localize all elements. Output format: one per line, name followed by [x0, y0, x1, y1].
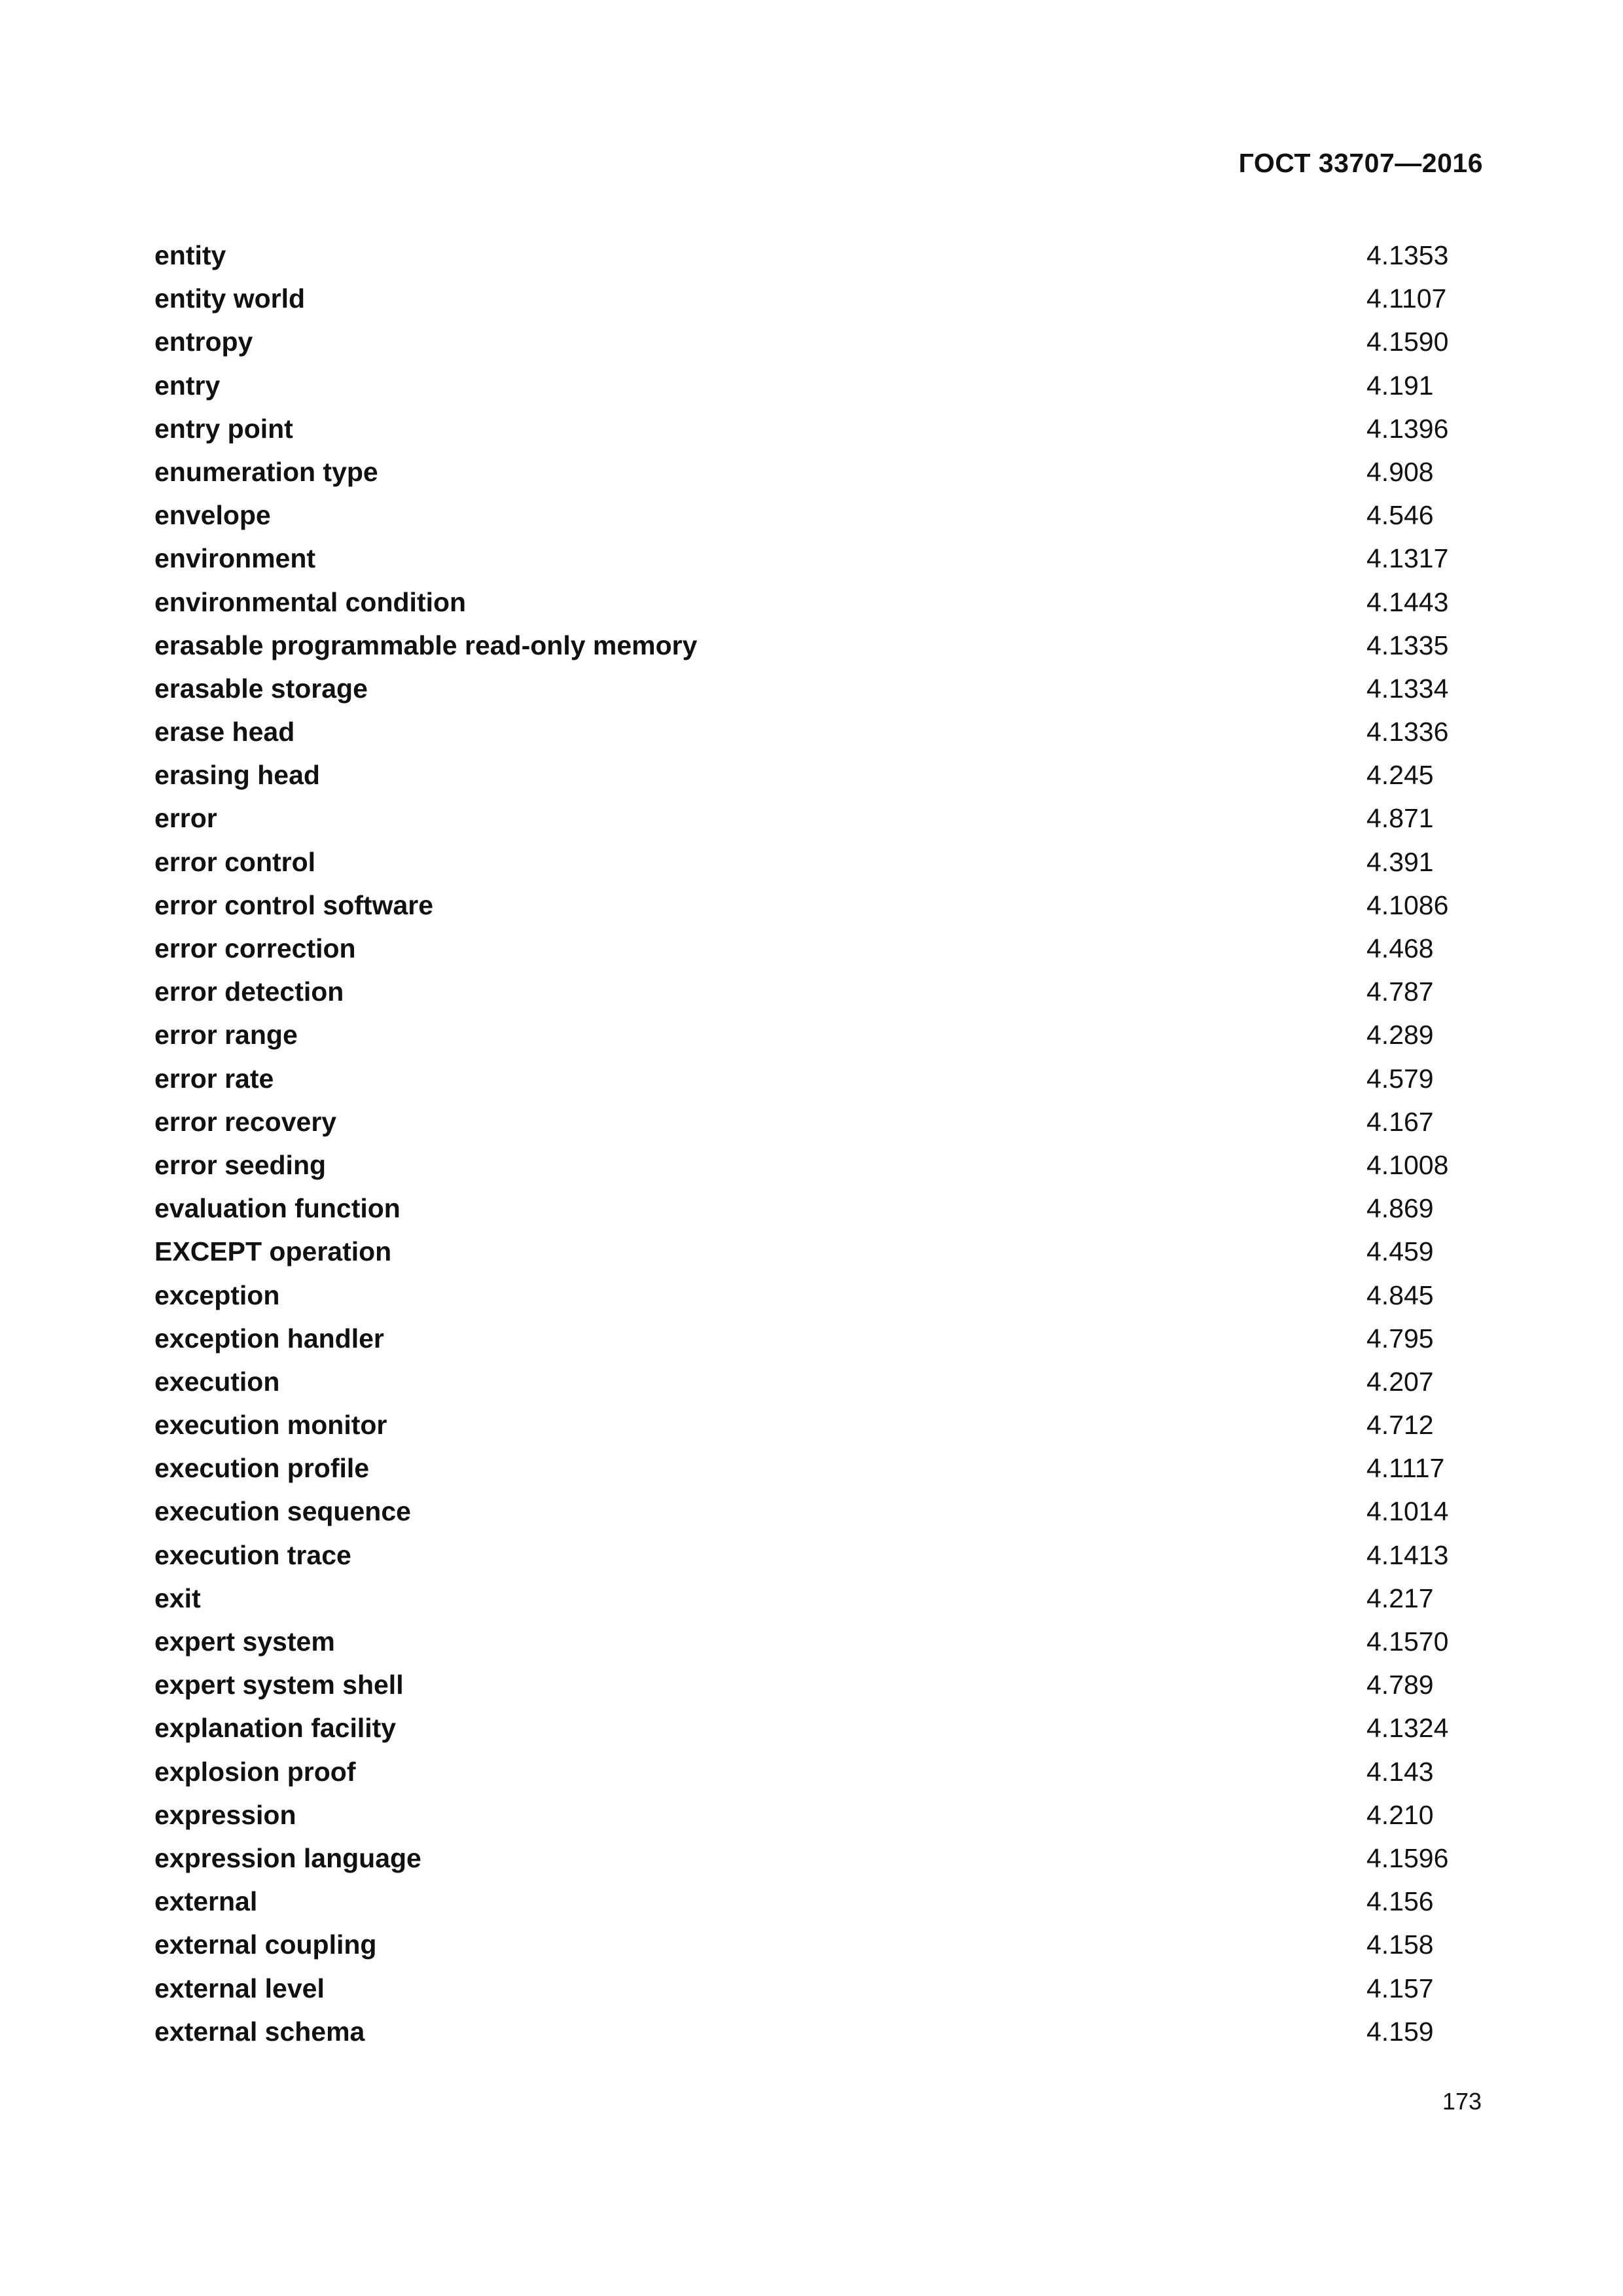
index-reference: 4.1443	[1366, 586, 1449, 617]
index-reference: 4.1596	[1366, 1842, 1449, 1873]
index-term: exception handler	[154, 1323, 384, 1354]
index-term: error	[154, 803, 217, 834]
index-row	[154, 1190, 1483, 1233]
index-reference: 4.217	[1366, 1583, 1434, 1613]
index-term: external schema	[154, 2016, 365, 2047]
index-term: entry	[154, 370, 221, 401]
index-term: explanation facility	[154, 1713, 397, 1744]
index-row	[154, 1537, 1483, 1580]
index-row	[154, 1666, 1483, 1710]
index-reference: 4.391	[1366, 846, 1434, 877]
index-reference: 4.908	[1366, 456, 1434, 487]
index-reference: 4.1086	[1366, 889, 1449, 920]
index-row	[154, 410, 1483, 454]
index-term: erasable storage	[154, 673, 368, 704]
page-number: 173	[1442, 2088, 1482, 2115]
index-reference: 4.468	[1366, 933, 1434, 963]
index-reference: 4.1335	[1366, 630, 1449, 660]
index-term: explosion proof	[154, 1756, 356, 1787]
index-term: entity	[154, 240, 226, 270]
index-term: error seeding	[154, 1149, 327, 1180]
index-row	[154, 757, 1483, 800]
index-reference: 4.191	[1366, 370, 1434, 401]
index-reference: 4.167	[1366, 1106, 1434, 1137]
index-row	[154, 1623, 1483, 1666]
index-row	[154, 1797, 1483, 1840]
index-row	[154, 1103, 1483, 1147]
index-term: envelope	[154, 500, 271, 531]
index-row	[154, 1363, 1483, 1407]
index-term: entropy	[154, 327, 253, 357]
index-reference: 4.871	[1366, 803, 1434, 834]
index-reference: 4.207	[1366, 1366, 1434, 1397]
term-index-list	[154, 237, 1483, 2056]
index-reference: 4.159	[1366, 2016, 1434, 2047]
index-term: execution profile	[154, 1453, 370, 1484]
index-row	[154, 497, 1483, 540]
index-term: erasable programmable read-only memory	[154, 630, 698, 660]
index-term: error correction	[154, 933, 356, 963]
index-row	[154, 713, 1483, 757]
index-row	[154, 1580, 1483, 1623]
index-reference: 4.1413	[1366, 1539, 1449, 1570]
index-row	[154, 1320, 1483, 1363]
index-term: EXCEPT operation	[154, 1236, 392, 1267]
index-term: error range	[154, 1020, 298, 1050]
index-term: external coupling	[154, 1929, 377, 1960]
index-reference: 4.1353	[1366, 240, 1449, 270]
index-term: error detection	[154, 977, 344, 1007]
index-row	[154, 237, 1483, 280]
index-row	[154, 323, 1483, 367]
index-row	[154, 1710, 1483, 1753]
index-term: error recovery	[154, 1106, 337, 1137]
index-reference: 4.1107	[1366, 283, 1447, 314]
index-term: entry point	[154, 413, 293, 444]
index-reference: 4.1317	[1366, 543, 1449, 574]
index-row	[154, 973, 1483, 1016]
index-reference: 4.1014	[1366, 1496, 1449, 1527]
index-reference: 4.787	[1366, 977, 1434, 1007]
index-reference: 4.1570	[1366, 1626, 1449, 1657]
index-term: error control software	[154, 889, 434, 920]
index-row	[154, 887, 1483, 930]
index-row	[154, 1060, 1483, 1103]
index-row	[154, 1147, 1483, 1190]
index-term: expression	[154, 1799, 296, 1830]
index-row	[154, 1753, 1483, 1797]
index-reference: 4.1590	[1366, 327, 1449, 357]
index-reference: 4.210	[1366, 1799, 1434, 1830]
index-row	[154, 1407, 1483, 1450]
index-term: enumeration type	[154, 456, 378, 487]
index-reference: 4.845	[1366, 1280, 1434, 1310]
index-reference: 4.789	[1366, 1670, 1434, 1700]
index-row	[154, 2013, 1483, 2056]
index-row	[154, 1450, 1483, 1493]
index-row	[154, 1277, 1483, 1320]
index-reference: 4.289	[1366, 1020, 1434, 1050]
index-term: execution monitor	[154, 1410, 387, 1441]
index-term: exception	[154, 1280, 280, 1310]
index-reference: 4.1336	[1366, 717, 1449, 747]
index-reference: 4.245	[1366, 760, 1434, 791]
index-term: expression language	[154, 1842, 421, 1873]
index-reference: 4.1008	[1366, 1149, 1449, 1180]
index-row	[154, 844, 1483, 887]
index-reference: 4.1324	[1366, 1713, 1449, 1744]
index-reference: 4.1117	[1366, 1453, 1445, 1484]
index-row	[154, 584, 1483, 627]
index-row	[154, 800, 1483, 843]
index-row	[154, 1926, 1483, 1969]
index-reference: 4.143	[1366, 1756, 1434, 1787]
index-term: external	[154, 1886, 258, 1917]
index-reference: 4.795	[1366, 1323, 1434, 1354]
index-row	[154, 1970, 1483, 2013]
index-term: expert system shell	[154, 1670, 404, 1700]
index-row	[154, 1883, 1483, 1926]
index-term: external level	[154, 1973, 325, 2003]
index-term: error control	[154, 846, 316, 877]
index-term: evaluation function	[154, 1193, 401, 1224]
index-term: erase head	[154, 717, 295, 747]
index-term: erasing head	[154, 760, 320, 791]
index-reference: 4.1334	[1366, 673, 1449, 704]
index-row	[154, 280, 1483, 323]
index-reference: 4.546	[1366, 500, 1434, 531]
index-term: environment	[154, 543, 316, 574]
index-row	[154, 540, 1483, 583]
index-reference: 4.156	[1366, 1886, 1434, 1917]
index-term: entity world	[154, 283, 306, 314]
index-term: execution sequence	[154, 1496, 411, 1527]
index-reference: 4.459	[1366, 1236, 1434, 1267]
index-row	[154, 367, 1483, 410]
index-reference: 4.579	[1366, 1063, 1434, 1094]
index-term: execution	[154, 1366, 280, 1397]
index-term: error rate	[154, 1063, 274, 1094]
index-reference: 4.157	[1366, 1973, 1434, 2003]
index-term: exit	[154, 1583, 201, 1613]
index-reference: 4.158	[1366, 1929, 1434, 1960]
index-row	[154, 454, 1483, 497]
index-term: expert system	[154, 1626, 335, 1657]
index-reference: 4.712	[1366, 1410, 1434, 1441]
index-term: environmental condition	[154, 586, 467, 617]
index-reference: 4.1396	[1366, 413, 1449, 444]
index-row	[154, 1233, 1483, 1276]
index-term: execution trace	[154, 1539, 351, 1570]
index-row	[154, 627, 1483, 670]
document-header: ГОСТ 33707—2016	[1238, 148, 1483, 178]
index-row	[154, 930, 1483, 973]
index-row	[154, 670, 1483, 713]
index-row	[154, 1016, 1483, 1060]
index-reference: 4.869	[1366, 1193, 1434, 1224]
index-row	[154, 1493, 1483, 1536]
index-row	[154, 1840, 1483, 1883]
